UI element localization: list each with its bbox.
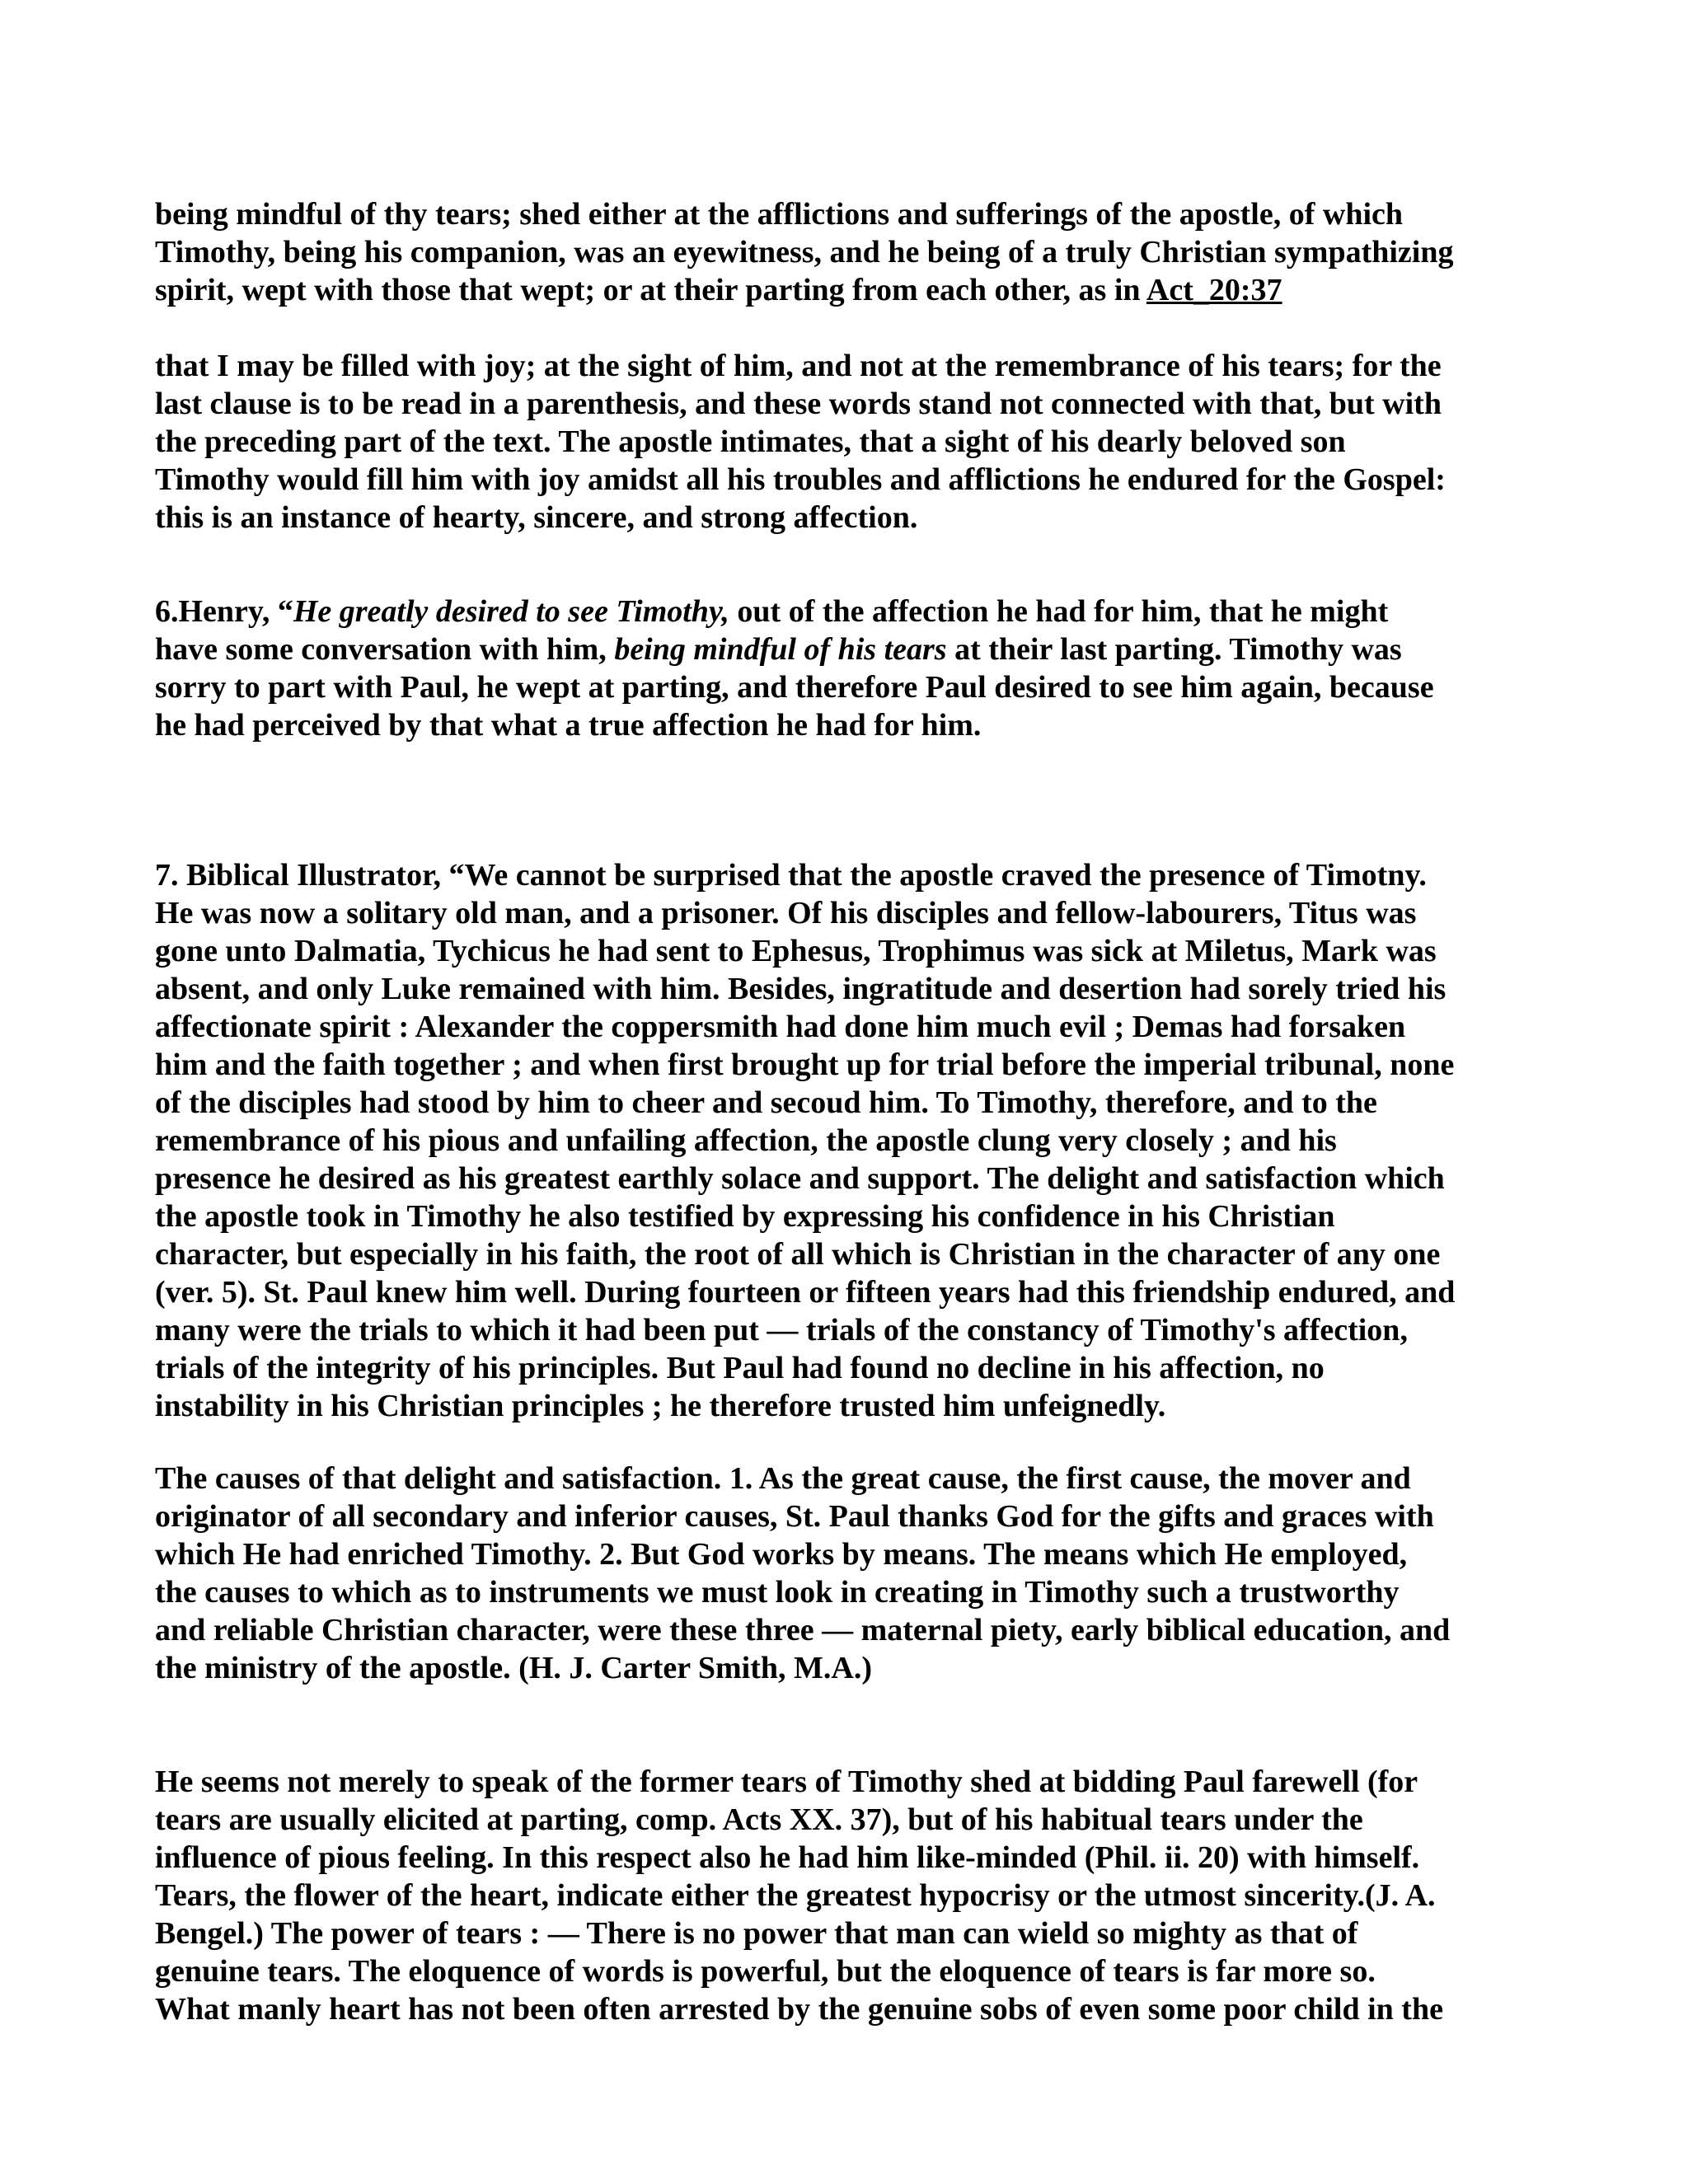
text-line: remembrance of his pious and unfailing affection, the apostle clung very closely ; and his: [155, 1123, 1337, 1158]
text-line: character, but especially in his faith, the root of all which is Christian in the character of any one: [155, 1237, 1441, 1272]
scripture-link-acts-20-37[interactable]: Act_20:37: [1146, 273, 1282, 307]
text-line: sorry to part with Paul, he wept at parting, and therefore Paul desired to see him again, because: [155, 670, 1434, 705]
text-line: The causes of that delight and satisfaction. 1. As the great cause, the first cause, the mover and: [155, 1461, 1411, 1496]
text-line-part: 6.Henry, “: [155, 594, 293, 629]
text-line: the ministry of the apostle. (H. J. Carter Smith, M.A.): [155, 1651, 872, 1685]
paragraph-henry: [155, 593, 1556, 744]
text-line-part: have some conversation with him,: [155, 632, 615, 667]
text-line: absent, and only Luke remained with him. Besides, ingratitude and desertion had sorely tried his: [155, 972, 1447, 1006]
text-line: [155, 630, 1556, 668]
text-line: originator of all secondary and inferior causes, St. Paul thanks God for the gifts and graces with: [155, 1499, 1434, 1534]
text-line: the preceding part of the text. The apostle intimates, that a sight of his dearly beloved son: [155, 424, 1346, 459]
text-line: genuine tears. The eloquence of words is powerful, but the eloquence of tears is far more so.: [155, 1954, 1376, 1989]
paragraph-gill-joy: [155, 347, 1556, 537]
text-line: the apostle took in Timothy he also testified by expressing his confidence in his Christian: [155, 1199, 1335, 1234]
text-line: 7. Biblical Illustrator, “We cannot be surprised that the apostle craved the presence of Timotny.: [155, 858, 1427, 893]
text-line: the causes to which as to instruments we must look in creating in Timothy such a trustworthy: [155, 1575, 1400, 1610]
text-line-part: at their last parting. Timothy was: [946, 632, 1402, 667]
text-line: influence of pious feeling. In this respect also he had him like-minded (Phil. ii. 20) with himself.: [155, 1840, 1420, 1875]
paragraph-biblical-illustrator: [155, 856, 1556, 1425]
text-line: this is an instance of hearty, sincere, and strong affection.: [155, 500, 918, 535]
text-line-part: out of the affection he had for him, that he might: [729, 594, 1389, 629]
text-line: He seems not merely to speak of the former tears of Timothy shed at bidding Paul farewell (for: [155, 1765, 1418, 1799]
text-line: many were the trials to which it had been put — trials of the constancy of Timothy's affection,: [155, 1313, 1408, 1347]
paragraph-causes-of-delight: [155, 1460, 1556, 1687]
text-line-part: spirit, wept with those that wept; or at their parting from each other, as in: [155, 273, 1146, 307]
text-line: gone unto Dalmatia, Tychicus he had sent to Ephesus, Trophimus was sick at Miletus, Mark was: [155, 934, 1437, 968]
text-line: Tears, the flower of the heart, indicate either the greatest hypocrisy or the utmost sincerity.(J. A.: [155, 1878, 1436, 1913]
text-line: Timothy, being his companion, was an eyewitness, and he being of a truly Christian sympathizing: [155, 235, 1454, 269]
text-line: Bengel.) The power of tears : — There is no power that man can wield so mighty as that of: [155, 1916, 1358, 1951]
text-line: What manly heart has not been often arrested by the genuine sobs of even some poor child in the: [155, 1992, 1443, 2027]
text-line: instability in his Christian principles ; he therefore trusted him unfeignedly.: [155, 1389, 1166, 1423]
text-line: and reliable Christian character, were these three — maternal piety, early biblical education, and: [155, 1613, 1451, 1647]
text-line: trials of the integrity of his principles. But Paul had found no decline in his affection, no: [155, 1351, 1325, 1385]
paragraph-power-of-tears: [155, 1763, 1556, 2028]
text-line: tears are usually elicited at parting, comp. Acts XX. 37), but of his habitual tears under the: [155, 1802, 1363, 1837]
text-line: Timothy would fill him with joy amidst all his troubles and afflictions he endured for the Gospel:: [155, 462, 1446, 497]
text-line: of the disciples had stood by him to cheer and secoud him. To Timothy, therefore, and to the: [155, 1085, 1377, 1120]
text-line: that I may be filled with joy; at the sight of him, and not at the remembrance of his tears; for the: [155, 349, 1442, 383]
italic-quote: being mindful of his tears: [614, 632, 947, 667]
text-line: (ver. 5). St. Paul knew him well. During fourteen or fifteen years had this friendship endured, and: [155, 1275, 1456, 1310]
text-line: being mindful of thy tears; shed either at the afflictions and sufferings of the apostle, of which: [155, 197, 1404, 232]
text-line: which He had enriched Timothy. 2. But God works by means. The means which He employed,: [155, 1537, 1408, 1572]
text-line: he had perceived by that what a true affection he had for him.: [155, 708, 982, 743]
text-line: [155, 593, 1556, 630]
text-line: affectionate spirit : Alexander the coppersmith had done him much evil ; Demas had forsaken: [155, 1010, 1406, 1044]
text-line: him and the faith together ; and when first brought up for trial before the imperial tribunal, none: [155, 1047, 1455, 1082]
text-line: He was now a solitary old man, and a prisoner. Of his disciples and fellow-labourers, Titus was: [155, 896, 1417, 930]
text-line: [155, 271, 1556, 309]
italic-quote: He greatly desired to see Timothy,: [293, 594, 729, 629]
paragraph-gill-tears: [155, 195, 1556, 309]
text-line: presence he desired as his greatest earthly solace and support. The delight and satisfaction which: [155, 1161, 1445, 1196]
text-line: last clause is to be read in a parenthesis, and these words stand not connected with that, but with: [155, 387, 1442, 421]
